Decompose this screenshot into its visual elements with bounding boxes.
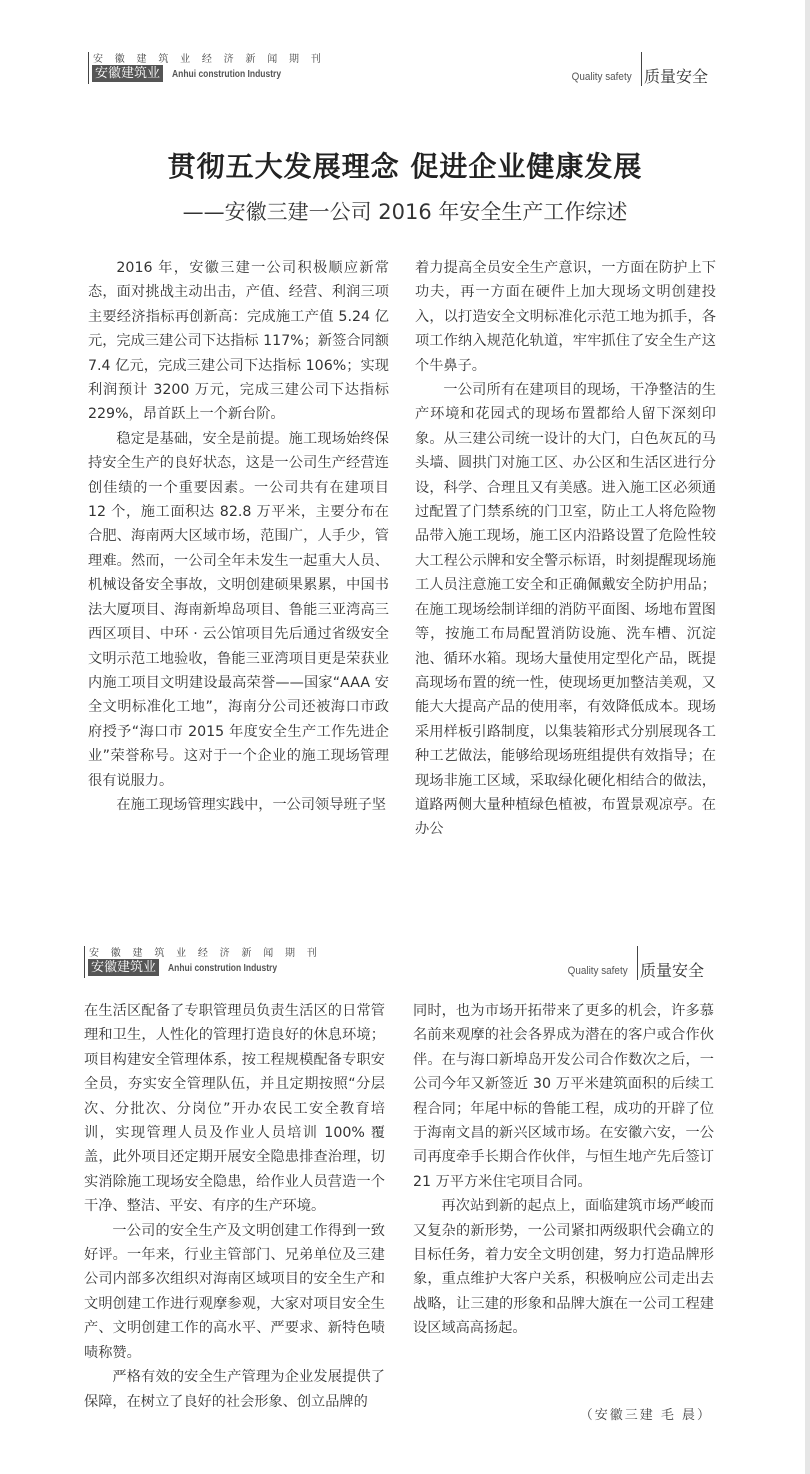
divider — [84, 946, 85, 978]
page1-column-left — [88, 256, 389, 817]
paragraph: 在施工现场管理实践中，一公司领导班子坚 — [116, 796, 386, 813]
brand-english: Anhui constrution Industry — [168, 963, 278, 974]
journal-name: 安 徽 建 筑 业 经 济 新 闻 期 刊 — [89, 948, 322, 959]
divider — [641, 52, 642, 86]
page2-column-left — [84, 999, 385, 1414]
article-subtitle: ——安徽三建一公司 2016 年安全生产工作综述 — [182, 200, 628, 224]
article-title: 贯彻五大发展理念 促进企业健康发展 — [167, 150, 643, 183]
paragraph: 着力提高全员安全生产意识，一方面在防护上下功夫，再一方面在硬件上加大现场文明创建投入，以打造安全文明标准化示范工地为抓手，各项工作纳入规范化轨道，牢牢抓住了安全生产这个牛鼻子。 — [415, 260, 716, 374]
section-chinese: 质量安全 — [639, 961, 704, 980]
page2-column-right — [413, 999, 714, 1341]
brand-logo: 安徽建筑业 — [88, 959, 159, 976]
section-label — [556, 52, 716, 88]
section-label-2 — [552, 946, 712, 982]
page1-column-right — [415, 256, 716, 842]
section-english: Quality safety — [568, 965, 628, 977]
paragraph: 2016 年，安徽三建一公司积极顺应新常态，面对挑战主动出击，产值、经营、利润三项主要经济指标再创新高：完成施工产值 5.24 亿元，完成三建公司下达指标 117%；新签合同额 7.4 亿元，完成三建公司下达指标 106%；实现利润预计 3200 万元，完成三建公司下达指标 229%，昂首跃上一个新台阶。 — [88, 260, 389, 423]
author-signature: （安徽三建 毛 晨） — [579, 1408, 712, 1423]
paragraph: 再次站到新的起点上，面临建筑市场严峻而又复杂的新形势，一公司紧扣两级职代会确立的目标任务，着力安全文明创建，努力打造品牌形象，重点维护大客户关系，积极响应公司走出去战略，让三建的形象和品牌大旗在一公司工程建设区域高高扬起。 — [413, 1198, 714, 1337]
paragraph: 一公司所有在建项目的现场，干净整洁的生产环境和花园式的现场布置都给人留下深刻印象。从三建公司统一设计的大门，白色灰瓦的马头墙、圆拱门对施工区、办公区和生活区进行分设，科学、合理且又有美感。进入施工区必须通过配置了门禁系统的门卫室，防止工人将危险物品带入施工现场，施工区内沿路设置了危险性较大工程公示牌和安全警示标语，时刻提醒现场施工人员注意施工安全和正确佩戴安全防护用品；在施工现场绘制详细的消防平面图、场地布置图等，按施工布局配置消防设施、洗车槽、沉淀池、循环水箱。现场大量使用定型化产品，既提高现场布置的统一性，使现场更加整洁美观，又能大大提高产品的使用率，有效降低成本。现场采用样板引路制度，以集装箱形式分别展现各工种工艺做法，能够给现场班组提供有效指导；在现场非施工区域，采取绿化硬化相结合的做法，道路两侧大量种植绿色植被，布置景观凉亭。在办公 — [415, 382, 716, 838]
paragraph: 同时，也为市场开拓带来了更多的机会，许多慕名前来观摩的社会各界成为潜在的客户或合作伙伴。在与海口新埠岛开发公司合作数次之后，一公司今年又新签近 30 万平米建筑面积的后续工程合同；年尾中标的鲁能工程，成功的开辟了位于海南文昌的新兴区域市场。在安徽六安，一公司再度牵手长期合作伙伴，与恒生地产先后签订 21 万平方米住宅项目合同。 — [413, 1003, 714, 1190]
brand-english: Anhui constrution Industry — [172, 69, 282, 80]
paragraph: 一公司的安全生产及文明创建工作得到一致好评。一年来，行业主管部门、兄弟单位及三建公司内部多次组织对海南区域项目的安全生产和文明创建工作进行观摩参观，大家对项目安全生产、文明创建工作的高水平、严要求、新特色啧啧称赞。 — [84, 1222, 385, 1361]
brand-logo: 安徽建筑业 — [92, 65, 163, 82]
paragraph: 在生活区配备了专职管理员负责生活区的日常管理和卫生，人性化的管理打造良好的休息环境；项目构建安全管理体系，按工程规模配备专职安全员，夯实安全管理队伍，并且定期按照“分层次、分批次、分岗位”开办农民工安全教育培训，实现管理人员及作业人员培训 100% 覆盖，此外项目还定期开展安全隐患排查治理，切实消除施工现场安全隐患，给作业人员营造一个干净、整洁、平安、有序的生产环境。 — [84, 1003, 385, 1215]
divider — [637, 946, 638, 980]
paragraph: 严格有效的安全生产管理为企业发展提供了保障，在树立了良好的社会形象、创立品牌的 — [84, 1369, 385, 1410]
journal-name: 安 徽 建 筑 业 经 济 新 闻 期 刊 — [93, 54, 326, 65]
section-english: Quality safety — [572, 71, 632, 83]
paragraph: 稳定是基础，安全是前提。施工现场始终保持安全生产的良好状态，这是一公司生产经营连创佳绩的一个重要因素。一公司共有在建项目 12 个，施工面积达 82.8 万平米，主要分布在合肥、海南两大区域市场，范围广，人手少，管理难。然而，一公司全年未发生一起重大人员、机械设备安全事故，文明创建硕果累累，中国书法大厦项目、海南新埠岛项目、鲁能三亚湾高三西区项目、中环 · 云公馆项目先后通过省级安全文明示范工地验收，鲁能三亚湾项目更是荣获业内施工项目文明建设最高荣誉——国家“AAA 安全文明标准化工地”，海南分公司还被海口市政府授予“海口市 2015 年度安全生产工作先进企业”荣誉称号。这对于一个企业的施工现场管理很有说服力。 — [88, 430, 389, 789]
section-chinese: 质量安全 — [643, 67, 708, 86]
divider — [88, 52, 89, 84]
